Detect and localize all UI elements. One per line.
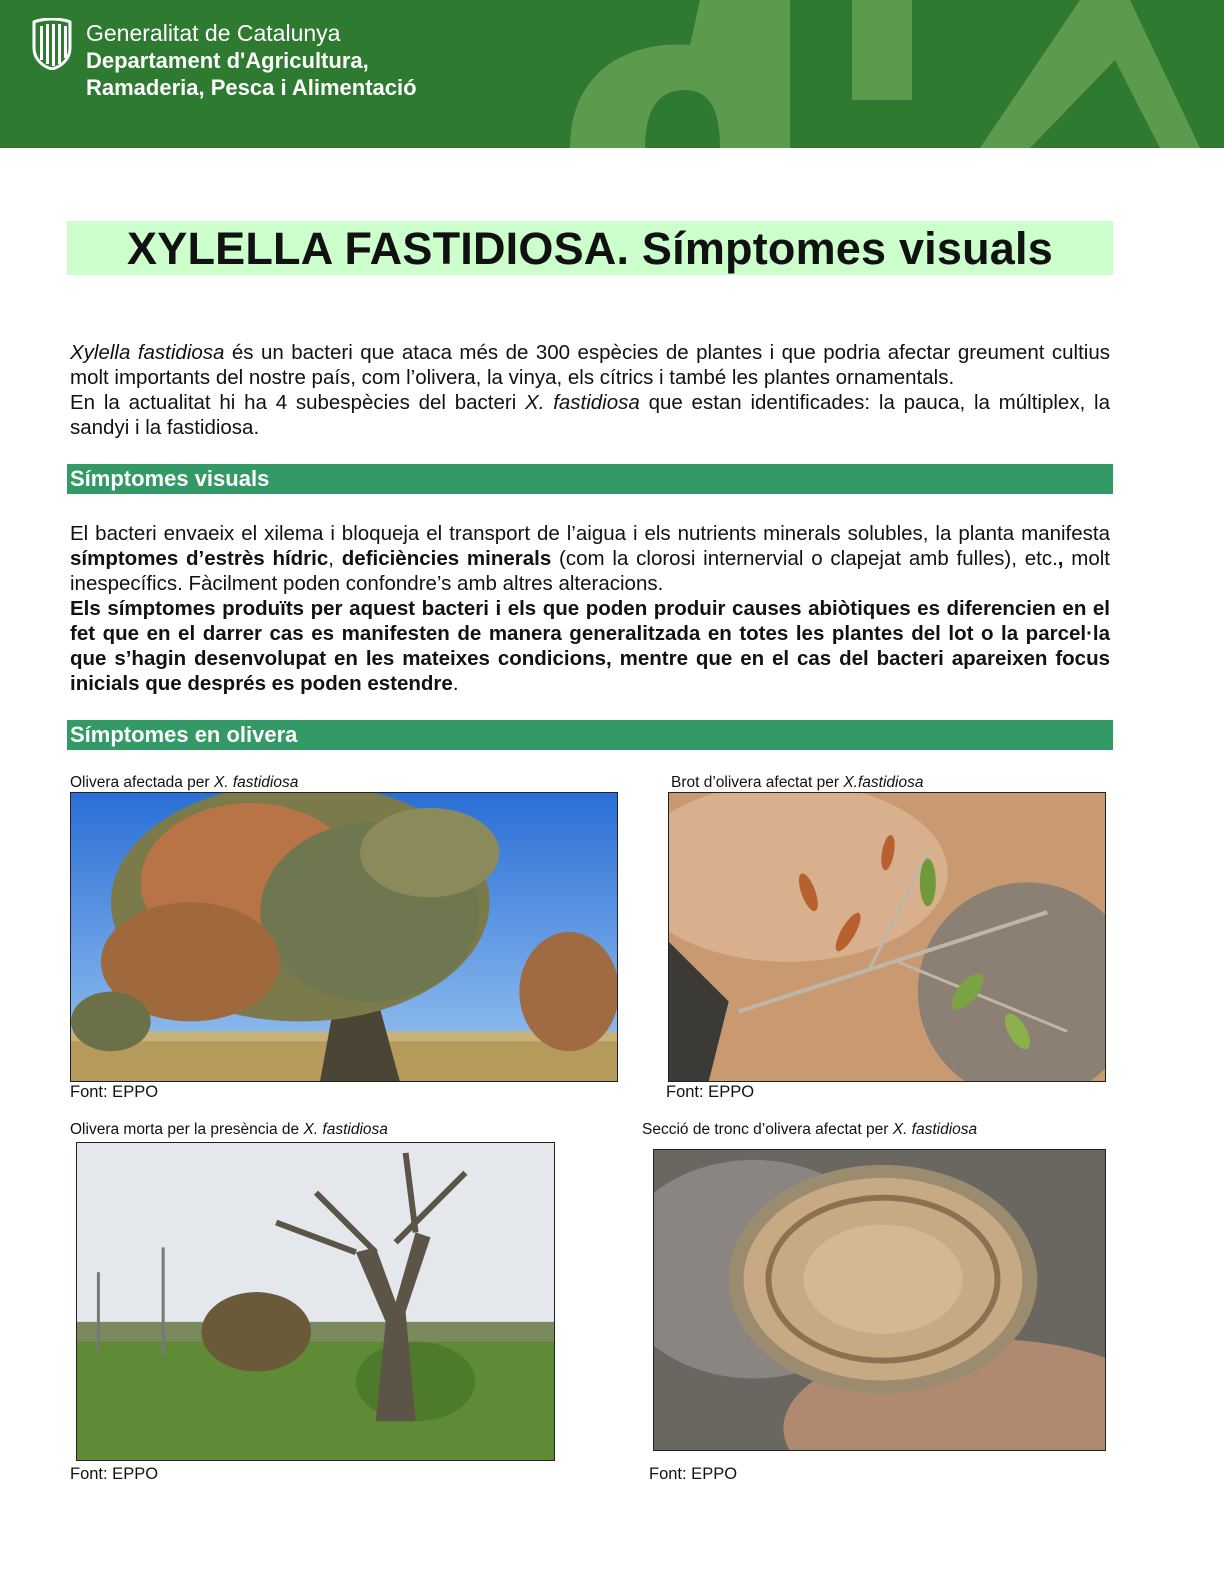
organization-name	[86, 20, 417, 101]
section-heading-olive: Símptomes en olivera	[67, 720, 1113, 750]
caption-2-text: Brot d’olivera afectat per	[671, 774, 844, 791]
symptoms-paragraph	[70, 521, 1110, 696]
symptoms-p2-end: .	[452, 672, 459, 695]
generalitat-logo-icon	[30, 18, 74, 70]
title-banner	[67, 221, 1113, 275]
symptoms-p1-c: ,	[328, 547, 342, 570]
symptoms-p1-bold-3: ,	[1057, 547, 1064, 570]
caption-4-species: X. fastidiosa	[892, 1121, 978, 1138]
symptoms-p1-e: molt inespecífics. Fàcilment poden confondre’s amb altres alteracions.	[70, 547, 1110, 595]
intro-p1-text: és un bacteri que ataca més de 300 espècies de plantes i que podria afectar greument cultius molt importants del nostre país, com l’olivera, la vinya, els cítrics i també les plantes ornamentals.	[70, 341, 1110, 389]
symptoms-p2	[70, 596, 1110, 696]
photo-olive-trunk-section	[653, 1149, 1106, 1451]
photo-source-1: Font: EPPO	[70, 1083, 159, 1101]
photo-caption-4	[642, 1121, 977, 1139]
photo-source-2: Font: EPPO	[666, 1083, 755, 1101]
caption-4-text: Secció de tronc d’olivera	[642, 1121, 811, 1138]
department-logo-decoration	[560, 0, 1224, 148]
intro-species-name: Xylella fastidiosa	[70, 341, 225, 364]
photo-source-4: Font: EPPO	[649, 1465, 738, 1483]
photo-caption-3	[70, 1121, 388, 1139]
photo-caption-2	[671, 774, 923, 792]
symptoms-p1-bold-1: símptomes d’estrès hídric	[70, 547, 329, 570]
org-line-2: Departament d'Agricultura,	[86, 48, 369, 73]
caption-3-text: Olivera morta per la presència de	[70, 1121, 304, 1138]
caption-3-species: X. fastidiosa	[303, 1121, 388, 1138]
intro-paragraph	[70, 340, 1110, 440]
photo-affected-olive-shoot	[668, 792, 1106, 1082]
symptoms-p1-d: (com la clorosi internervial o clapejat amb fulles), etc.	[551, 547, 1058, 570]
intro-p2-post: que estan identificades: la pauca, la múltiplex, la sandyi i la fastidiosa.	[70, 391, 1110, 439]
page-header	[0, 0, 1224, 148]
section-heading-symptoms: Símptomes visuals	[67, 464, 1113, 494]
caption-1-species: X. fastidiosa	[213, 774, 299, 791]
intro-p2	[70, 390, 1110, 440]
photo-caption-1	[70, 774, 298, 792]
caption-4-mid: afectat per	[810, 1121, 893, 1138]
caption-2-species: X.fastidiosa	[843, 774, 924, 791]
org-line-1: Generalitat de Catalunya	[86, 20, 341, 46]
intro-p2-species: X. fastidiosa	[525, 391, 640, 414]
intro-p2-pre: En la actualitat hi ha 4 subespècies del bacteri	[70, 391, 526, 414]
symptoms-p1	[70, 521, 1110, 596]
symptoms-p1-a: El bacteri envaeix el xilema i bloqueja el transport de l’aigua i els nutrients minerals solubles, la planta manifesta	[70, 522, 1110, 545]
photo-dead-olive-tree	[76, 1142, 555, 1461]
caption-1-text: Olivera afectada per	[70, 774, 214, 791]
photo-source-3: Font: EPPO	[70, 1465, 159, 1483]
symptoms-p1-bold-2: deficiències minerals	[341, 547, 552, 570]
symptoms-p2-bold: Els símptomes produïts per aquest bacteri i els que poden produir causes abiòtiques es diferencien en el fet que en el darrer cas es manifesten de manera generalitzada en totes les plantes del lot o la parcel·la que s’hagin desenvolupat en les mateixes condicions, mentre que en el cas del bacteri apareixen focus inicials que després es poden estendre	[70, 597, 1110, 695]
intro-p1	[70, 340, 1110, 390]
org-line-3: Ramaderia, Pesca i Alimentació	[86, 75, 417, 100]
photo-affected-olive-tree	[70, 792, 618, 1082]
page-title: XYLELLA FASTIDIOSA. Símptomes visuals	[127, 223, 1053, 274]
